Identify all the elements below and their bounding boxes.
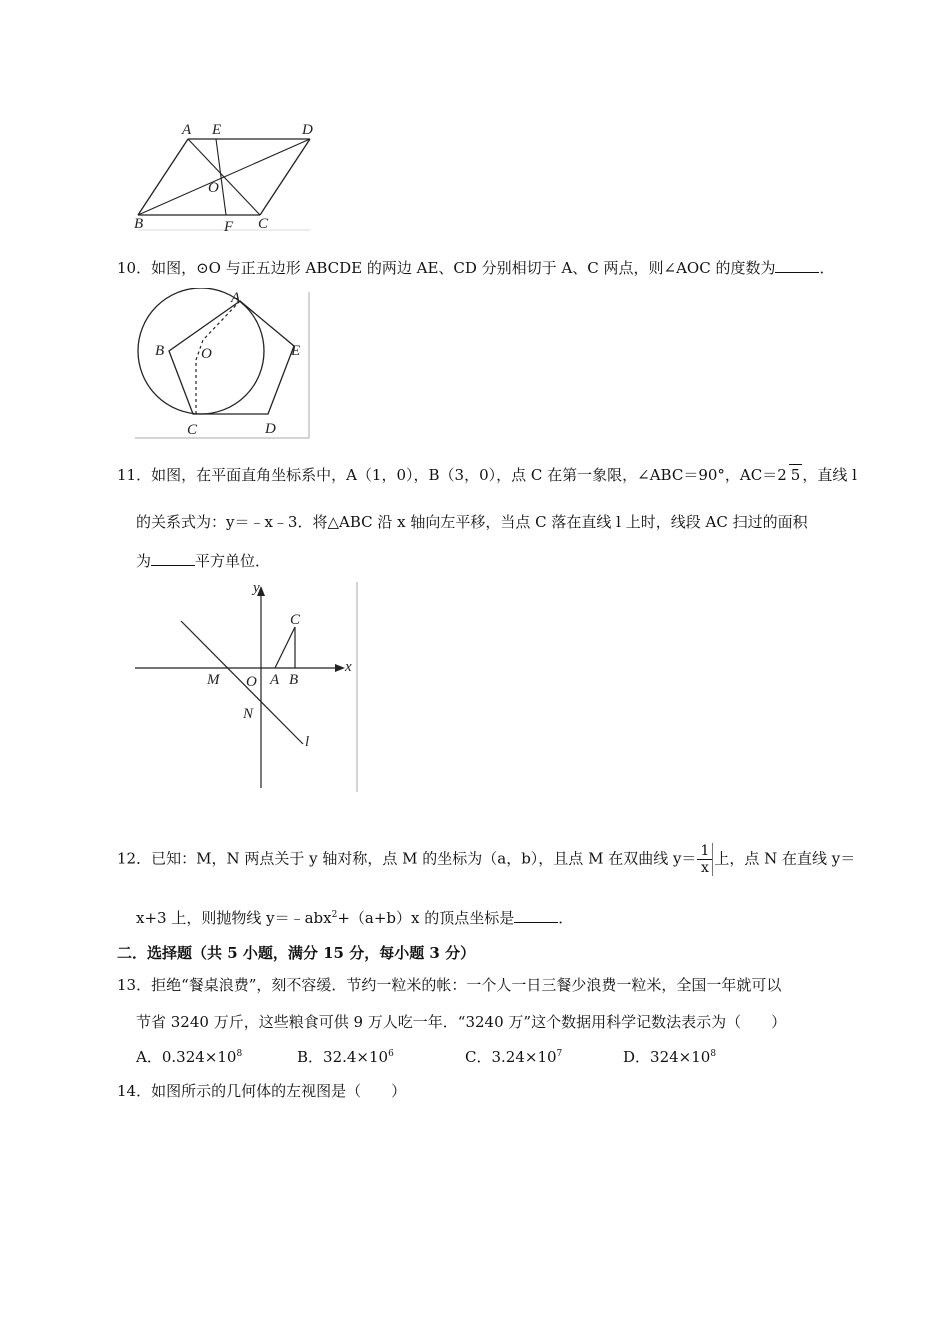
question-text: 为 (136, 552, 152, 570)
label-A: A (270, 672, 280, 688)
label-x: x (345, 659, 352, 675)
question-text: 如图，⊙O 与正五边形 ABCDE 的两边 AE、CD 分别相切于 A、C 两点，则∠AOC 的度数为 (151, 259, 776, 277)
option-c[interactable] (465, 1046, 562, 1067)
question-12-line2 (136, 905, 573, 928)
question-text: 平方单位． (195, 552, 271, 570)
option-label: A．0.324×10 (136, 1048, 237, 1066)
question-14 (117, 1081, 406, 1101)
option-exponent: 6 (388, 1049, 394, 1059)
question-number: 14． (117, 1082, 152, 1100)
question-11-line2 (136, 512, 808, 532)
answer-blank (514, 908, 558, 923)
question-13-line1 (117, 975, 781, 995)
label-B: B (289, 672, 299, 688)
question-end: ． (558, 909, 574, 927)
label-O: O (208, 180, 219, 196)
option-label: D．324×10 (623, 1048, 711, 1066)
figure-parallelogram (130, 118, 320, 238)
option-label: C．3.24×10 (465, 1048, 557, 1066)
question-text: 已知：M，N 两点关于 y 轴对称，点 M 的坐标为（a，b），且点 M 在双曲线 y＝ (151, 849, 697, 868)
figure-coordinate-plane (133, 578, 363, 796)
option-label: B．32.4×10 (297, 1048, 389, 1066)
figure-circle-pentagon (133, 288, 313, 441)
label-B: B (134, 216, 144, 232)
question-text: 的关系式为：y＝﹣x﹣3．将△ABC 沿 x 轴向左平移，当点 C 落在直线 l 上时，线段 AC 扫过的面积 (136, 513, 808, 531)
answer-blank (775, 258, 819, 273)
label-M: M (207, 672, 220, 688)
option-a[interactable] (136, 1046, 242, 1067)
section-title: 二．选择题（共 5 小题，满分 15 分，每小题 3 分） (117, 944, 476, 962)
question-end: ． (819, 259, 835, 277)
label-C: C (290, 612, 301, 628)
question-text-end: ，直线 l (802, 466, 857, 484)
answer-blank (151, 551, 195, 566)
question-text: 节省 3240 万斤，这些粮食可供 9 万人吃一年．“3240 万”这个数据用科学记数法表示为（ ） (136, 1013, 787, 1031)
question-text: x+3 上，则抛物线 y＝﹣abx (136, 909, 332, 927)
question-text: 如图，在平面直角坐标系中，A（1，0），B（3，0），点 C 在第一象限，∠ABC＝90°，AC＝2 (151, 466, 787, 484)
question-number: 11． (117, 466, 152, 484)
label-l: l (305, 734, 310, 750)
question-11-line1 (117, 464, 857, 485)
question-text: 拒绝“餐桌浪费”，刻不容缓．节约一粒米的帐：一个人一日三餐少浪费一粒米，全国一年就可以 (151, 976, 782, 994)
question-text: 如图所示的几何体的左视图是（ ） (151, 1082, 407, 1100)
question-text: 上，点 N 在直线 y＝ (714, 849, 856, 868)
label-A: A (182, 122, 192, 138)
fraction (697, 843, 713, 876)
option-exponent: 7 (556, 1049, 563, 1059)
label-O: O (201, 346, 212, 362)
superscript: 2 (331, 910, 338, 920)
label-y: y (253, 580, 260, 596)
label-E: E (291, 343, 301, 359)
label-N: N (243, 706, 254, 722)
question-text: +（a+b）x 的顶点坐标是 (337, 909, 515, 927)
label-E: E (212, 122, 222, 138)
label-A: A (231, 290, 241, 306)
fraction-numerator: 1 (697, 843, 712, 860)
question-10 (117, 258, 834, 278)
question-number: 12． (117, 849, 152, 868)
label-D: D (265, 421, 276, 437)
option-exponent: 8 (710, 1049, 717, 1059)
label-B: B (155, 343, 165, 359)
label-C: C (187, 422, 198, 438)
fraction-denominator: x (700, 860, 709, 876)
question-11-line3 (136, 551, 270, 571)
question-12-line1 (117, 843, 855, 876)
question-13-line2 (136, 1012, 786, 1032)
option-d[interactable] (623, 1046, 716, 1067)
label-D: D (302, 122, 313, 138)
option-b[interactable] (297, 1046, 394, 1067)
sqrt-value: 5 (790, 466, 801, 484)
question-number: 13． (117, 976, 152, 994)
option-exponent: 8 (236, 1049, 243, 1059)
label-F: F (224, 219, 234, 235)
label-O: O (246, 674, 257, 690)
label-C: C (258, 216, 269, 232)
question-number: 10． (117, 259, 152, 277)
